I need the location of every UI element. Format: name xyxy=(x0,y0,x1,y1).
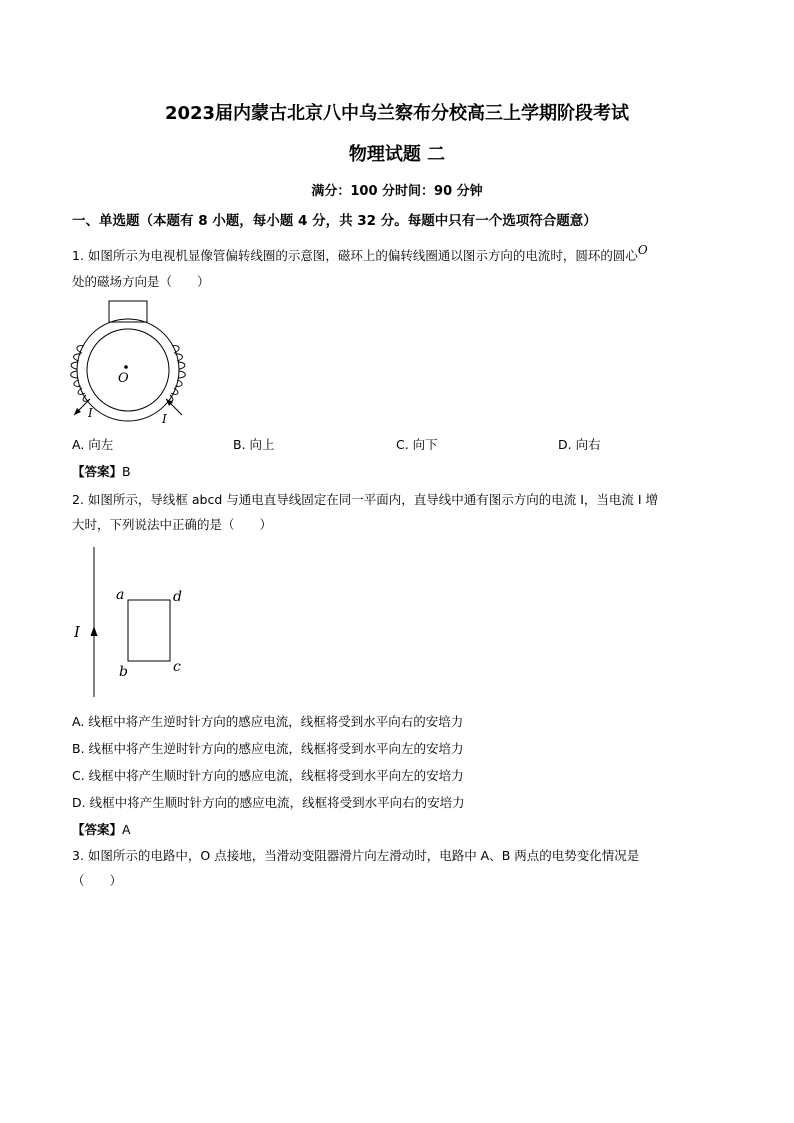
center-label: O xyxy=(118,371,129,386)
wire-frame xyxy=(128,600,170,661)
inner-ring xyxy=(87,329,169,411)
question-3-line1: 3. 如图所示的电路中，O 点接地，当滑动变阻器滑片向左滑动时，电路中 A、B 两点的电势变化情况是 xyxy=(72,848,640,863)
question-1-text xyxy=(72,243,648,294)
q1-option-d[interactable]: D. 向右 xyxy=(558,437,601,452)
corner-label-c: c xyxy=(173,659,181,675)
q1-answer xyxy=(72,462,131,480)
corner-label-b: b xyxy=(119,664,128,680)
question-1-figure xyxy=(68,298,198,428)
exam-subtitle: 物理试题 二 xyxy=(348,144,446,165)
question-1-line1: 1. 如图所示为电视机显像管偏转线圈的示意图，磁环上的偏转线圈通以图示方向的电流时，圆环的圆心 xyxy=(72,248,638,263)
question-2-line2: 大时，下列说法中正确的是（ ） xyxy=(72,517,273,532)
question-3-line2: （ ） xyxy=(72,873,123,888)
q1-option-a[interactable]: A. 向左 xyxy=(72,437,114,452)
question-2-figure xyxy=(70,545,190,700)
q2-option-d[interactable]: D. 线框中将产生顺时针方向的感应电流，线框将受到水平向右的安培力 xyxy=(72,795,465,810)
current-direction-arrow xyxy=(91,626,98,636)
question-2-text xyxy=(72,487,658,537)
question-1-symbol: O xyxy=(637,243,648,257)
exam-title: 2023届内蒙古北京八中乌兰察布分校高三上学期阶段考试 xyxy=(164,103,630,124)
corner-label-a: a xyxy=(116,587,125,603)
left-current-label: I xyxy=(88,406,93,420)
q2-answer-bracket: 【答案】 xyxy=(72,822,123,837)
score-time-info: 满分：100 分时间：90 分钟 xyxy=(311,184,483,199)
q2-option-a[interactable]: A. 线框中将产生逆时针方向的感应电流，线框将受到水平向右的安培力 xyxy=(72,714,464,729)
q1-option-b[interactable]: B. 向上 xyxy=(233,437,275,452)
q2-option-c[interactable]: C. 线框中将产生顺时针方向的感应电流，线框将受到水平向左的安培力 xyxy=(72,768,464,783)
question-3-text xyxy=(72,843,639,893)
q2-answer xyxy=(72,820,131,838)
question-1-line2: 处的磁场方向是（ ） xyxy=(72,274,210,289)
corner-label-d: d xyxy=(173,589,182,605)
q2-answer-value: A xyxy=(122,822,131,837)
center-point xyxy=(124,365,128,369)
q2-option-b[interactable]: B. 线框中将产生逆时针方向的感应电流，线框将受到水平向左的安培力 xyxy=(72,741,464,756)
q1-option-c[interactable]: C. 向下 xyxy=(396,437,438,452)
section-heading: 一、单选题（本题有 8 小题，每小题 4 分，共 32 分。每题中只有一个选项符合题意） xyxy=(72,213,597,229)
q1-answer-bracket: 【答案】 xyxy=(72,464,123,479)
q1-answer-value: B xyxy=(122,464,131,479)
question-2-line1: 2. 如图所示，导线框 abcd 与通电直导线固定在同一平面内，直导线中通有图示方向的电流 I，当电流 I 增 xyxy=(72,492,659,507)
right-current-label: I xyxy=(162,412,167,426)
current-label: I xyxy=(74,623,80,641)
